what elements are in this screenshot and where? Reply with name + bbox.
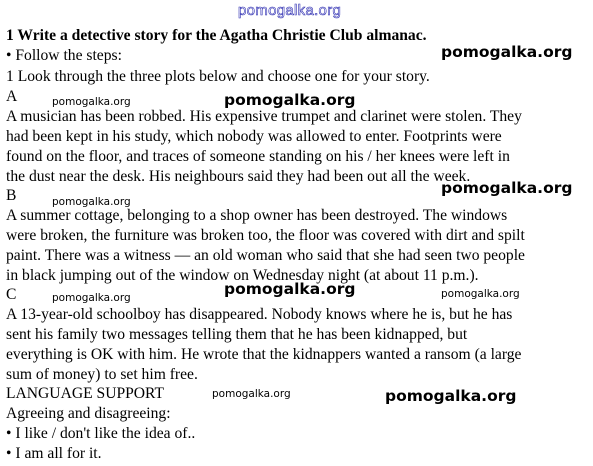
- plot-c-line-4: sum of money) to set him free.: [6, 366, 198, 383]
- plot-c-line-1: A 13-year-old schoolboy has disappeared. Nobody knows where he is, but he has: [6, 306, 513, 323]
- language-support-heading: LANGUAGE SUPPORT: [6, 385, 165, 402]
- watermark: pomogalka.org: [441, 43, 573, 61]
- plot-a-letter: A: [6, 88, 18, 105]
- task-heading: 1 Write a detective story for the Agatha Christie Club almanac.: [6, 27, 427, 44]
- watermark: pomogalka.org: [52, 292, 131, 304]
- language-support-subheading: Agreeing and disagreeing:: [6, 405, 171, 422]
- plot-b-line-1: A summer cottage, belonging to a shop owner has been destroyed. The windows: [6, 207, 508, 224]
- watermark: pomogalka.org: [52, 196, 131, 208]
- watermark-top: pomogalka.org: [238, 2, 342, 19]
- step-1: 1 Look through the three plots below and choose one for your story.: [6, 68, 430, 85]
- instruction-bullet: • Follow the steps:: [6, 47, 122, 64]
- plot-c-letter: C: [6, 286, 17, 303]
- plot-b-line-4: in black jumping out of the window on Wednesday night (at about 11 p.m.).: [6, 267, 479, 284]
- watermark: pomogalka.org: [212, 388, 291, 400]
- plot-a-line-4: the dust near the desk. His neighbours said they had been out all the week.: [6, 168, 471, 185]
- watermark: pomogalka.org: [441, 179, 573, 197]
- plot-a-line-1: A musician has been robbed. His expensive trumpet and clarinet were stolen. They: [6, 108, 522, 125]
- plot-b-line-3: paint. There was a witness — an old woman who said that she had seen two people: [6, 247, 525, 264]
- watermark: pomogalka.org: [385, 387, 517, 405]
- plot-b-line-2: were broken, the furniture was broken too, the floor was covered with dirt and spilt: [6, 227, 525, 244]
- watermark: pomogalka.org: [224, 91, 356, 109]
- plot-b-letter: B: [6, 187, 17, 204]
- plot-c-line-2: sent his family two messages telling them that he has been kidnapped, but: [6, 326, 468, 343]
- plot-a-line-2: had been kept in his study, which nobody was allowed to enter. Footprints were: [6, 128, 502, 145]
- watermark: pomogalka.org: [52, 96, 131, 108]
- plot-c-line-3: everything is OK with him. He wrote that the kidnappers wanted a ransom (a large: [6, 346, 522, 363]
- watermark: pomogalka.org: [224, 280, 356, 298]
- watermark: pomogalka.org: [441, 288, 520, 300]
- language-support-item-2: • I am all for it.: [6, 445, 102, 462]
- plot-a-line-3: found on the floor, and traces of someone standing on his / her knees were left in: [6, 148, 510, 165]
- language-support-item-1: • I like / don't like the idea of..: [6, 425, 196, 442]
